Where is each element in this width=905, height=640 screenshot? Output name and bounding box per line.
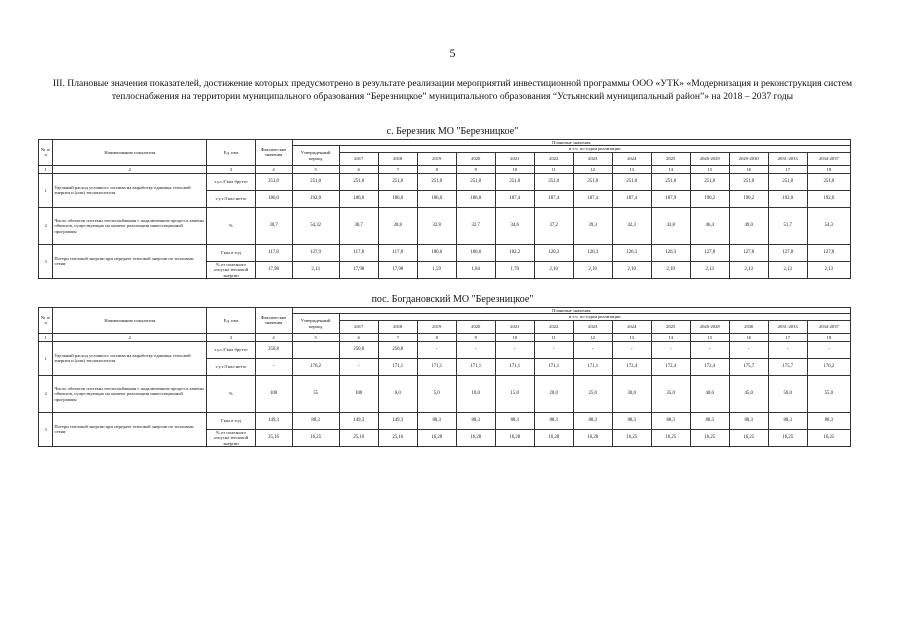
fact-value: 117,8 [255, 244, 292, 261]
year-value: 25,16 [339, 429, 378, 446]
year-value: - [456, 341, 495, 358]
fact-value: 17,98 [255, 261, 292, 278]
year-value: 186,0 [339, 190, 378, 207]
year-value: 2,10 [612, 261, 651, 278]
year-value: 126,3 [573, 244, 612, 261]
column-number: 7 [378, 165, 417, 173]
year-value: 176,2 [807, 358, 850, 375]
column-number: 11 [534, 165, 573, 173]
year-value: 46,4 [690, 207, 729, 244]
year-value: 40,0 [690, 375, 729, 412]
year-value: 2,13 [690, 261, 729, 278]
year-value: 32,7 [456, 207, 495, 244]
year-value: 100,6 [417, 244, 456, 261]
year-header: 2019 [417, 320, 456, 333]
year-header: 2024 [612, 320, 651, 333]
year-header: 2031-2033 [768, 320, 807, 333]
year-value: 171,1 [495, 358, 534, 375]
year-value: 117,8 [339, 244, 378, 261]
col-header-fact: Фактические значения [255, 308, 292, 334]
year-value: 1,70 [495, 261, 534, 278]
year-value: 126,3 [651, 244, 690, 261]
column-number: 9 [456, 333, 495, 341]
approved-value: 127,9 [292, 244, 339, 261]
year-value: - [807, 341, 850, 358]
year-header: 2019 [417, 152, 456, 165]
year-value: - [417, 341, 456, 358]
year-value: 16,25 [690, 429, 729, 446]
col-header-byyears: в т.ч. по годам реализации [339, 314, 850, 320]
approved-value [292, 341, 339, 358]
approved-value: 176,2 [292, 358, 339, 375]
year-value: - [768, 341, 807, 358]
year-value: 42,3 [612, 207, 651, 244]
col-header-approved: Утвержденный период [292, 314, 339, 333]
year-header: 2022 [534, 320, 573, 333]
table-2-subtitle: пос. Богдановский МО "Березницкое" [371, 294, 534, 305]
fact-value: 100 [255, 375, 292, 412]
year-value: 190,2 [690, 190, 729, 207]
unit-cell: т.у.т./Гкал нетто [207, 190, 255, 207]
col-header-name: Наименование показателя [53, 140, 207, 166]
year-value: 171,1 [573, 358, 612, 375]
year-value: 102,2 [495, 244, 534, 261]
year-value: 16,28 [495, 429, 534, 446]
year-value: 2,13 [729, 261, 768, 278]
year-value: 88,3 [690, 412, 729, 429]
year-value: 55,0 [807, 375, 850, 412]
year-header: 2018 [378, 320, 417, 333]
year-header: 2025 [651, 320, 690, 333]
col-header-fact: Фактические значения [255, 140, 292, 166]
year-value: 251,0 [339, 173, 378, 190]
year-value: 88,3 [768, 412, 807, 429]
year-value: - [339, 358, 378, 375]
year-value: 1,59 [417, 261, 456, 278]
year-value: 251,0 [573, 173, 612, 190]
year-value: 127,8 [768, 244, 807, 261]
unit-cell: % от полезного отпуска тепловой энергии [207, 261, 255, 278]
year-value: 100,6 [456, 244, 495, 261]
year-value: 187,4 [573, 190, 612, 207]
year-value: 251,0 [456, 173, 495, 190]
year-header: 2024 [612, 152, 651, 165]
year-header: 2021 [495, 152, 534, 165]
table-row [39, 412, 851, 429]
year-value: 32,8 [417, 207, 456, 244]
year-value: 251,0 [768, 173, 807, 190]
column-number: 2 [53, 333, 207, 341]
year-value: - [612, 341, 651, 358]
column-number: 5 [292, 333, 339, 341]
year-value: 251,0 [417, 173, 456, 190]
column-number: 2 [53, 165, 207, 173]
column-number: 18 [807, 333, 850, 341]
col-header-byyears: в т.ч. по годам реализации [339, 146, 850, 152]
year-value: - [651, 341, 690, 358]
unit-cell: т.у.т./Гкал брутто [207, 341, 255, 358]
table-row [39, 207, 851, 244]
year-value: 15,0 [495, 375, 534, 412]
year-value: 171,1 [534, 358, 573, 375]
year-value: 30,0 [612, 375, 651, 412]
year-value: 88,3 [495, 412, 534, 429]
approved-value: 55 [292, 375, 339, 412]
year-header: 2034-2037 [807, 320, 850, 333]
year-value: 100 [339, 375, 378, 412]
col-header-plan: Плановые значения [292, 140, 850, 146]
row-number: 3 [39, 244, 53, 278]
approved-value: 54,32 [292, 207, 339, 244]
approved-value: 251,0 [292, 173, 339, 190]
column-number: 15 [690, 333, 729, 341]
year-value: 16,28 [534, 429, 573, 446]
column-number: 18 [807, 165, 850, 173]
year-value: 251,0 [729, 173, 768, 190]
unit-cell: % [207, 207, 255, 244]
year-value: 50,0 [768, 375, 807, 412]
year-value: 17,98 [339, 261, 378, 278]
year-value: 5,0 [417, 375, 456, 412]
column-number: 5 [292, 165, 339, 173]
column-number: 11 [534, 333, 573, 341]
year-value: - [534, 341, 573, 358]
year-value: 2,13 [807, 261, 850, 278]
year-value: 149,3 [339, 412, 378, 429]
year-header: 2029-2030 [729, 152, 768, 165]
year-value: 186,0 [417, 190, 456, 207]
year-header: 2030 [729, 320, 768, 333]
year-value: 250,8 [378, 341, 417, 358]
year-value: 16,28 [456, 429, 495, 446]
column-number: 14 [651, 165, 690, 173]
year-value: 0,0 [378, 375, 417, 412]
column-number: 8 [417, 165, 456, 173]
year-header: 2017 [339, 152, 378, 165]
year-value: 187,4 [612, 190, 651, 207]
year-value: 251,0 [651, 173, 690, 190]
year-value: 175,7 [768, 358, 807, 375]
column-number: 12 [573, 165, 612, 173]
column-number: 13 [612, 165, 651, 173]
col-header-num: № п/п [39, 140, 53, 166]
year-value: 25,16 [378, 429, 417, 446]
row-number: 3 [39, 412, 53, 446]
approved-value: 88,3 [292, 412, 339, 429]
year-header: 2034-2037 [807, 152, 850, 165]
year-value: 88,3 [651, 412, 690, 429]
year-value: - [495, 341, 534, 358]
table-row [39, 244, 851, 261]
indicator-name: Потери тепловой энергии при передаче тепловой энергии по тепловым сетям [53, 244, 207, 278]
year-value: 88,3 [573, 412, 612, 429]
year-value: 126,3 [612, 244, 651, 261]
year-value: 88,3 [729, 412, 768, 429]
year-header: 2031-2033 [768, 152, 807, 165]
approved-value: 2,13 [292, 261, 339, 278]
col-header-num: № п/п [39, 308, 53, 334]
table-row [39, 173, 851, 190]
indicator-name: Удельный расход условного топлива на выработку единицы тепловой энергии и (или) теплоносителя [53, 341, 207, 375]
year-value: 251,0 [690, 173, 729, 190]
unit-cell: Гкал в год [207, 412, 255, 429]
year-value: 186,0 [378, 190, 417, 207]
approved-value: 16,25 [292, 429, 339, 446]
column-number: 6 [339, 333, 378, 341]
column-number: 9 [456, 165, 495, 173]
year-value: 88,3 [612, 412, 651, 429]
year-header: 2026-2028 [690, 320, 729, 333]
year-value: 171,1 [456, 358, 495, 375]
year-header: 2020 [456, 320, 495, 333]
year-value: 88,3 [807, 412, 850, 429]
col-header-approved: Утвержденный период [292, 146, 339, 165]
column-number: 6 [339, 165, 378, 173]
year-value: 2,10 [651, 261, 690, 278]
column-number: 17 [768, 333, 807, 341]
year-value: 250,8 [339, 341, 378, 358]
year-value: 25,0 [573, 375, 612, 412]
column-number: 13 [612, 333, 651, 341]
year-header: 2023 [573, 320, 612, 333]
year-value: 172,4 [612, 358, 651, 375]
row-number: 2 [39, 207, 53, 244]
page-number: 5 [449, 46, 456, 60]
year-value: 251,0 [378, 173, 417, 190]
fact-value: 149,3 [255, 412, 292, 429]
year-value: 88,3 [534, 412, 573, 429]
year-header: 2023 [573, 152, 612, 165]
fact-value: - [255, 358, 292, 375]
year-header: 2026-2029 [690, 152, 729, 165]
year-value: 37,2 [534, 207, 573, 244]
colnum-row [39, 333, 851, 341]
year-value: 187,9 [651, 190, 690, 207]
year-value: - [573, 341, 612, 358]
year-value: 10,0 [456, 375, 495, 412]
year-value: 16,25 [729, 429, 768, 446]
year-value: 16,25 [768, 429, 807, 446]
column-number: 1 [39, 165, 53, 173]
indicators-table-bereznik [38, 139, 851, 279]
year-value: 187,4 [534, 190, 573, 207]
year-value: 192,0 [807, 190, 850, 207]
fact-value: 186,0 [255, 190, 292, 207]
col-header-plan: Плановые значения [292, 308, 850, 314]
column-number: 4 [255, 165, 292, 173]
year-value: 127,8 [807, 244, 850, 261]
column-number: 10 [495, 165, 534, 173]
indicator-name: Потери тепловой энергии при передаче тепловой энергии по тепловым сетям [53, 412, 207, 446]
year-value: 251,0 [612, 173, 651, 190]
year-value: 171,1 [378, 358, 417, 375]
year-value: 45,0 [729, 375, 768, 412]
column-number: 3 [207, 165, 255, 173]
year-value: 35,0 [651, 375, 690, 412]
unit-cell: т.у.т./Гкал брутто [207, 173, 255, 190]
year-value: 172,4 [690, 358, 729, 375]
indicator-name: Число объектов системы теплоснабжения с подключением процесса замены объектов, существующих на момент реализации инвестиционной программы [53, 207, 207, 244]
year-value: 34,6 [495, 207, 534, 244]
column-number: 7 [378, 333, 417, 341]
year-header: 2018 [378, 152, 417, 165]
year-value: 149,3 [378, 412, 417, 429]
col-header-name: Наименование показателя [53, 308, 207, 334]
column-number: 14 [651, 333, 690, 341]
year-value: 30,7 [339, 207, 378, 244]
year-value: 17,98 [378, 261, 417, 278]
year-value: 251,0 [807, 173, 850, 190]
year-value: 117,8 [378, 244, 417, 261]
column-number: 3 [207, 333, 255, 341]
year-value: 251,0 [534, 173, 573, 190]
year-value: - [729, 341, 768, 358]
table-row [39, 375, 851, 412]
colnum-row [39, 165, 851, 173]
year-value: 43,8 [651, 207, 690, 244]
year-value: 16,28 [573, 429, 612, 446]
col-header-unit: Ед. изм [207, 140, 255, 166]
year-value: 190,2 [729, 190, 768, 207]
year-value: 88,3 [417, 412, 456, 429]
indicator-name: Удельный расход условного топлива на выработку единицы тепловой энергии и (или) теплоносителя [53, 173, 207, 207]
year-value: 175,7 [729, 358, 768, 375]
year-value: 16,25 [612, 429, 651, 446]
approved-value: 192,0 [292, 190, 339, 207]
year-header: 2025 [651, 152, 690, 165]
unit-cell: % от полезного отпуска тепловой энергии [207, 429, 255, 446]
column-number: 15 [690, 165, 729, 173]
table-row [39, 341, 851, 358]
year-value: 49,0 [729, 207, 768, 244]
year-value: 187,4 [495, 190, 534, 207]
year-value: 39,3 [573, 207, 612, 244]
column-number: 17 [768, 165, 807, 173]
year-value: 2,13 [768, 261, 807, 278]
year-value: 16,25 [651, 429, 690, 446]
column-number: 8 [417, 333, 456, 341]
year-header: 2020 [456, 152, 495, 165]
year-value: 1,84 [456, 261, 495, 278]
year-value: 16,28 [417, 429, 456, 446]
row-number: 1 [39, 173, 53, 207]
year-value: 20,0 [534, 375, 573, 412]
column-number: 10 [495, 333, 534, 341]
column-number: 1 [39, 333, 53, 341]
col-header-unit: Ед. изм [207, 308, 255, 334]
year-value: 171,1 [417, 358, 456, 375]
column-number: 16 [729, 165, 768, 173]
unit-cell: % [207, 375, 255, 412]
indicator-name: Число объектов системы теплоснабжения с подключением процесса замены объектов, существующих на момент реализации инвестиционной программы [53, 375, 207, 412]
column-number: 4 [255, 333, 292, 341]
row-number: 1 [39, 341, 53, 375]
year-value: 30,8 [378, 207, 417, 244]
fact-value: 25,16 [255, 429, 292, 446]
indicators-table-bogdanovsky [38, 307, 851, 447]
year-value: - [690, 341, 729, 358]
year-value: 54,3 [807, 207, 850, 244]
year-header: 2021 [495, 320, 534, 333]
fact-value: 251,0 [255, 173, 292, 190]
row-number: 2 [39, 375, 53, 412]
year-header: 2017 [339, 320, 378, 333]
section-heading: III. Плановые значения показателей, достижение которых предусмотрено в результате реализации мероприятий инвестиционной программы ООО «УТК» «Модернизация и реконструкция систем теплоснабжения на территории муниципального образования “Березницкое” муниципального образования “Устьянский муниципальный район”» на 2018 – 2037 годы [52, 78, 853, 102]
year-header: 2022 [534, 152, 573, 165]
year-value: 186,0 [456, 190, 495, 207]
column-number: 16 [729, 333, 768, 341]
year-value: 251,0 [495, 173, 534, 190]
unit-cell: т.у.т./Гкал нетто [207, 358, 255, 375]
year-value: 88,3 [456, 412, 495, 429]
year-value: 2,10 [534, 261, 573, 278]
fact-value: 30,7 [255, 207, 292, 244]
year-value: 16,25 [807, 429, 850, 446]
year-value: 51,7 [768, 207, 807, 244]
year-value: 120,3 [534, 244, 573, 261]
table-1-subtitle: с. Березник МО "Березницкое" [386, 126, 519, 137]
fact-value: 250,8 [255, 341, 292, 358]
year-value: 127,8 [690, 244, 729, 261]
column-number: 12 [573, 333, 612, 341]
year-value: 192,0 [768, 190, 807, 207]
year-value: 127,8 [729, 244, 768, 261]
unit-cell: Гкал в год [207, 244, 255, 261]
year-value: 172,4 [651, 358, 690, 375]
year-value: 2,10 [573, 261, 612, 278]
